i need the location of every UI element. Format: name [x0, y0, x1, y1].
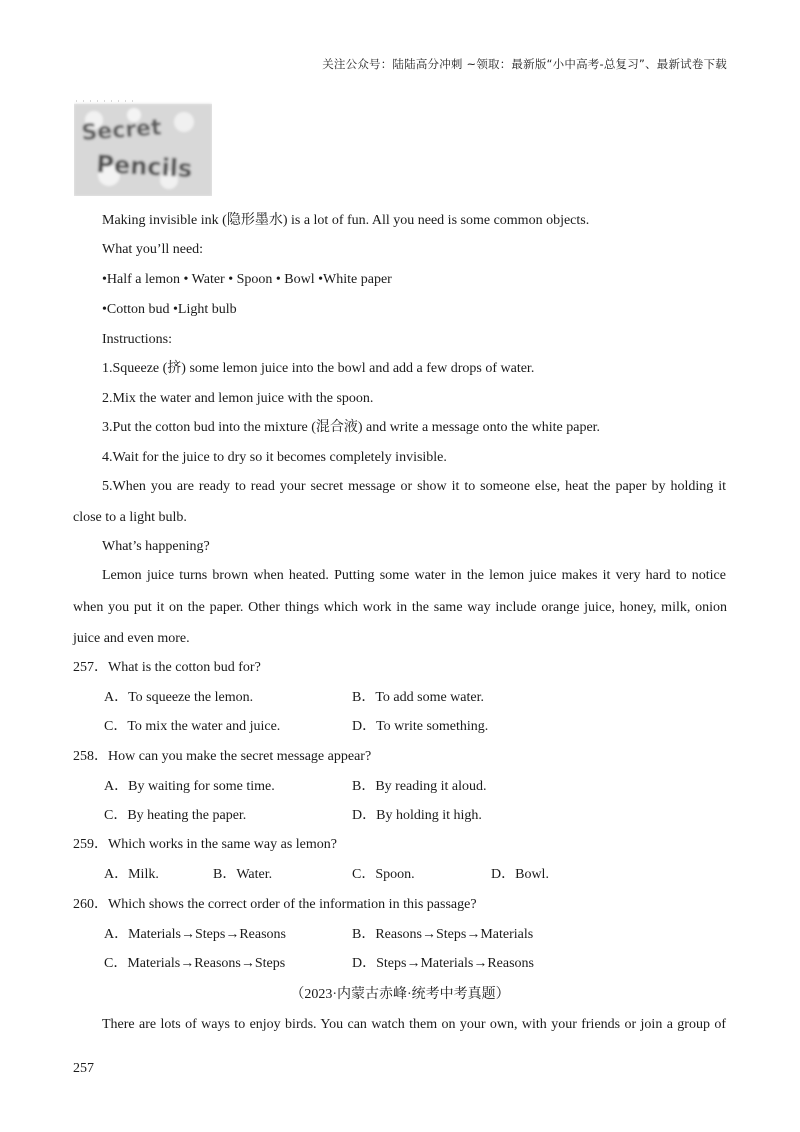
question-258-option-a[interactable]: A．By waiting for some time.	[104, 779, 275, 794]
question-257-option-a[interactable]: A．To squeeze the lemon.	[104, 690, 254, 705]
page-header: 关注公众号：陆陆高分冲刺 ~领取：最新版“小中高考-总复习”、最新试卷下载	[322, 57, 727, 71]
secret-pencils-logo-image	[74, 100, 212, 196]
question-258-option-b[interactable]: B．By reading it aloud.	[352, 779, 487, 794]
question-259-option-b[interactable]: B．Water.	[213, 867, 273, 882]
materials-line-2: •Cotton bud •Light bulb	[102, 302, 237, 317]
question-257-option-d[interactable]: D．To write something.	[352, 719, 489, 734]
question-260-option-b[interactable]: B．Reasons→Steps→Materials	[352, 927, 534, 942]
question-260-option-d[interactable]: D．Steps→Materials→Reasons	[352, 956, 534, 971]
question-259-stem: 259．Which works in the same way as lemon?	[73, 837, 337, 852]
explanation-line-3: juice and even more.	[73, 631, 190, 646]
page-number: 257	[73, 1061, 94, 1076]
explanation-line-2: when you put it on the paper. Other things which work in the same way include orange juice, honey, milk, onion	[73, 600, 727, 615]
next-passage-start: There are lots of ways to enjoy birds. You can watch them on your own, with your friends or join a group of	[102, 1017, 726, 1032]
question-260-option-a[interactable]: A．Materials→Steps→Reasons	[104, 927, 286, 942]
question-259-option-c[interactable]: C．Spoon.	[352, 867, 415, 882]
question-257-stem: 257．What is the cotton bud for?	[73, 660, 261, 675]
materials-line-1: •Half a lemon • Water • Spoon • Bowl •White paper	[102, 272, 392, 287]
svg-text:Secret: Secret	[80, 115, 163, 146]
question-258-stem: 258．How can you make the secret message appear?	[73, 749, 372, 764]
intro-text: Making invisible ink (隐形墨水) is a lot of fun. All you need is some common objects.	[102, 213, 590, 228]
question-259-option-d[interactable]: D．Bowl.	[491, 867, 549, 882]
instructions-title: Instructions:	[102, 332, 172, 347]
step-5-line-1: 5.When you are ready to read your secret message or show it to someone else, heat the paper by holding it	[102, 479, 726, 494]
question-260-option-c[interactable]: C．Materials→Reasons→Steps	[104, 956, 286, 971]
question-258-option-c[interactable]: C．By heating the paper.	[104, 808, 247, 823]
source-citation: （2023·内蒙古赤峰·统考中考真题）	[290, 987, 510, 1002]
question-257-option-c[interactable]: C．To mix the water and juice.	[104, 719, 281, 734]
question-260-stem: 260．Which shows the correct order of the information in this passage?	[73, 897, 477, 912]
question-258-option-d[interactable]: D．By holding it high.	[352, 808, 482, 823]
step-5-line-2: close to a light bulb.	[73, 510, 187, 525]
step-3: 3.Put the cotton bud into the mixture (混合液) and write a message onto the white paper.	[102, 420, 601, 435]
step-2: 2.Mix the water and lemon juice with the spoon.	[102, 391, 374, 406]
svg-text:Pencils: Pencils	[95, 150, 193, 184]
need-title: What you’ll need:	[102, 242, 204, 257]
question-259-option-a[interactable]: A．Milk.	[104, 867, 159, 882]
explanation-line-1: Lemon juice turns brown when heated. Putting some water in the lemon juice makes it very hard to notice	[102, 568, 726, 583]
happening-title: What’s happening?	[102, 539, 210, 554]
step-1: 1.Squeeze (挤) some lemon juice into the bowl and add a few drops of water.	[102, 361, 535, 376]
question-257-option-b[interactable]: B．To add some water.	[352, 690, 484, 705]
step-4: 4.Wait for the juice to dry so it becomes completely invisible.	[102, 450, 447, 465]
